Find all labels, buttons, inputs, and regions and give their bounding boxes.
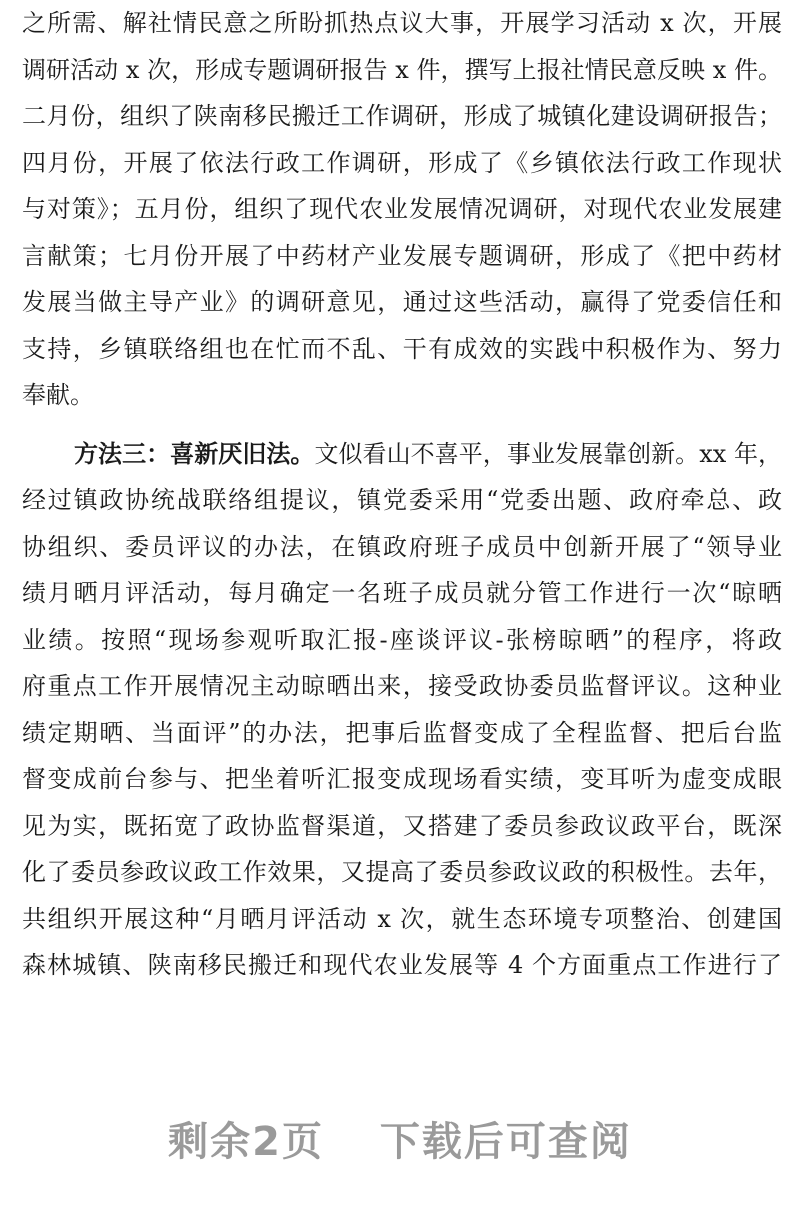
remaining-pages-text: 剩余2页 xyxy=(168,1119,324,1165)
text-line: 业绩。按照“现场参观听取汇报-座谈评议-张榜晾晒”的程序，将政 xyxy=(22,625,782,654)
text-line: 协组织、委员评议的办法，在镇政府班子成员中创新开展了“领导业 xyxy=(22,532,782,561)
paragraph-2 xyxy=(22,431,782,989)
text-line: 支持，乡镇联络组也在忙而不乱、干有成效的实践中积极作为、努力 xyxy=(22,334,782,363)
text-line: 绩月晒月评活动，每月确定一名班子成员就分管工作进行一次“晾晒 xyxy=(22,579,782,607)
text-line: 见为实，既拓宽了政协监督渠道，又搭建了委员参政议政平台，既深 xyxy=(22,811,782,840)
text-line: 府重点工作开展情况主动晾晒出来，接受政协委员监督评议。这种业 xyxy=(22,672,782,700)
text-line: 奉献。 xyxy=(22,381,94,409)
text-line: 共组织开展这种“月晒月评活动 x 次，就生态环境专项整治、创建国 xyxy=(22,904,782,933)
download-to-view-text: 下载后可查阅 xyxy=(379,1119,632,1165)
text-line: 言献策；七月份开展了中药材产业发展专题调研，形成了《把中药材 xyxy=(22,241,782,270)
document-body xyxy=(22,0,782,989)
paragraph-1 xyxy=(22,0,782,419)
text-line: 督变成前台参与、把坐着听汇报变成现场看实绩，变耳听为虚变成眼 xyxy=(22,765,782,793)
text-line: 之所需、解社情民意之所盼抓热点议大事，开展学习活动 x 次，开展 xyxy=(22,9,782,37)
text-line: 森林城镇、陕南移民搬迁和现代农业发展等 4 个方面重点工作进行了 xyxy=(22,951,782,979)
text-line: 与对策》；五月份，组织了现代农业发展情况调研，对现代农业发展建 xyxy=(22,195,782,223)
text-line: 绩定期晒、当面评”的办法，把事后监督变成了全程监督、把后台监 xyxy=(22,718,782,747)
text-line: 经过镇政协统战联络组提议，镇党委采用“党委出题、政府牵总、政 xyxy=(22,486,782,514)
download-prompt-banner[interactable] xyxy=(0,1110,800,1167)
text-line-first xyxy=(22,431,782,478)
text-line: 发展当做主导产业》的调研意见，通过这些活动，赢得了党委信任和 xyxy=(22,288,782,316)
text-line: 四月份，开展了依法行政工作调研，形成了《乡镇依法行政工作现状 xyxy=(22,148,782,177)
method-heading: 方法三：喜新厌旧法。 xyxy=(74,439,315,468)
text-line: 二月份，组织了陕南移民搬迁工作调研，形成了城镇化建设调研报告； xyxy=(22,102,782,130)
text-span: 文似看山不喜平，事业发展靠创新。xx 年， xyxy=(314,439,782,468)
text-line: 调研活动 x 次，形成专题调研报告 x 件，撰写上报社情民意反映 x 件。 xyxy=(22,55,782,84)
text-line: 化了委员参政议政工作效果，又提高了委员参政议政的积极性。去年， xyxy=(22,858,782,886)
